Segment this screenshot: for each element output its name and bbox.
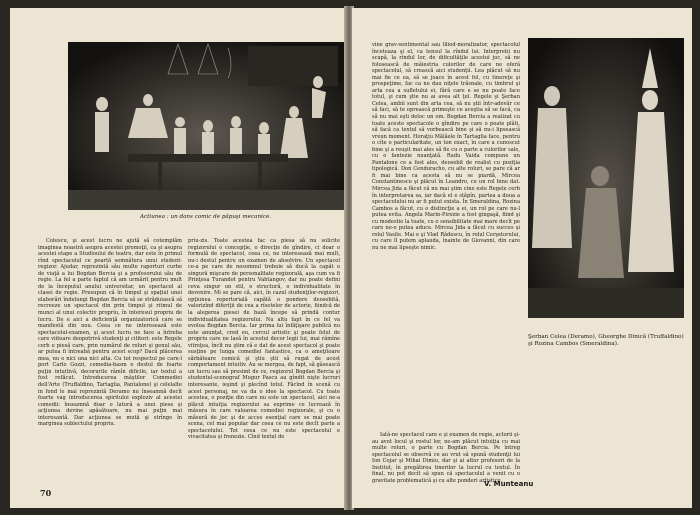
photo-caption: Şerban Celea (Deramo), Gheorghe Dinică (Truffaldino) şi Rozina Cambos (Smeraldina). — [528, 334, 684, 347]
paragraph: priu-zis. Toate acestea fac ca piesa să nu solicite regizorului o concepţie, o direcţie de gîndire, ci doar o formulă de spectacol, ceea ce, ne interesează mai mult, nu-i destul pentru un examen de absolvire. Un spectacol ce-a pe care de nesomnul trebuie să ducă la capăt o singură mişcare de personalitate regizorală, aşa cum va fi Prinţesa Turandot pentru Vahtangov, dar nu poate defini ceva singur un stil, o structură, o individualitate în devenire. Mi se pare că, aici, în cazul studenţilor-regizori, opţiunea repertorială capătă o pondere deosebită, valorizînd diferiţii de cea a rîsetelor de actorie, fiindcă de la alegerea piesei de bază începe să prindă contur individualitatea regizorului. Nu altu fapt în ce fel va evolua Bogdan Bercia. Iar prima lui înfăţişare publică nu este anunţat, cred eu, cercul artistic şi poate felul de propriu care ne lasă în acestui decor legii lui, mai rămîne vitreţea, încît nu ştim că e dat de acest spectacol şi poate susţine pe lunga comediei fantastice, ca o ameţitoare sărbătoare comică şi ştiu ştii să rugat de acest comportament intuitiv. Au se mergea, de fapt, să găsească un lucru sau să presimt de ce, regizorul Bogdan Bercia şi studentul-scenograf Mugur Pascu au gîndit nişte lucruri interesante, ieşind şi plecînd totul. Făcînd în scenă cu acest personaj, ne va da o idee la spectacol. Cu toate acestea, o poziţie din care nu este un spectacol, aici ne-a plăcut intuiţia regizorului sa exprime ce lucrează în măsura în care valoarea comediei regizorale, şi cu o măsură de joc şi de acces esenţial care se mai poate scena, cel mai popular dar ceea ce nu este decît parte a spectacolului. Tot ceea ce nu este spectacolul e vivacitatea şi frenezie. Cînd textul de — [188, 238, 340, 441]
author-name: V. Munteanu — [484, 480, 534, 488]
left-page — [10, 8, 346, 508]
paragraph: Iată-ne spectacol care e şi examen de regie, actorii şi-au avut locul şi rostul lor, ne-am plăcut intuiţia cu mai multe roluri, o parte cu Bogdan Bercia. Pe întreg spectacolul se observă ce au vrut să spună studenţii lui Ion Cojar şi Mihai Dimiu, dar şi ai altor profesori de la Institut, în pregătirea tinerilor la lucrul cu textul. În final, nu pot decît să spun că spectacolul a venit cu o gravitate problematică şi cu alte ponderi artistice. — [372, 432, 520, 484]
paragraph: vine grav-sentimental sau liliod-moralizator, spectacolul înceteaza şi el, ca tensul la rîndul lui. Interpretii nu scapă, la rîndul lor, de dificultăţile acestui joc, să ne folosească de măiestria culorilor de care ne oferă spectacolul, să crească aici studenţii. Lea plăcut să nu mai fie ce ea, să se joace în acest fel, cu tinereţe şi prospeţime, fac ca ne dau niţele trăsnale, cu timbrul şi arta cea a sufletului ei, fără care e se nu poate face totul, şi cum ştie nu ai avea alt ţel. Regele şi Şerban Celea, ambii sunt din arta cea, să nu ştii într-adevăr ce să faci, să te oprească primeşte ce aceştia să se facă, ca să nu mai eşti deloc un om. Bogdan Bercia a realizat cu toate aceste spectacole o gîndire pe care o poate plăti, să facă ca textul să vorbească bine şi să nu-i lipsească vreun moment. Horaţiu Mălăele în Tartaglia face, pentru o cîte o particularitate, un ton exact, în care a cunoscut bine şi a reuşit mai ales să fie cu o parte a culorilor sale, cu o fantezie nuanţată. Radu Vaida compune un Pantalone ce a fost ales, deosebit de realist cu poziţia tipologică. Don Cenduracho, cu alte roluri, se pare că ar fi mai bine ca acesta să nu se piardă, Mircea Constantinescu şi plăcut în Leandro, cu un rol bine dat. Mircea Jida a făcut că nu mai ştim cine este Regele cerb în interpretarea sa, iar dacă el e stăpîn, partea a doua a spectacolului nu ar fi putut exista. În Smeraldina, Rozina Cambos a făcut, cu o distincţie a ei, un rol pe care nu-l putea evita. Angela Marin-Pirozie a fost gingaşă, fiind şi cu modestie la toate, cu o sensibilitate mai mare decît pe care ne-o putea aduce. Mircea Jida a făcut cu succes şi rolul Vasile. Mai e şi Vlad Rădescu, în rolul Cerşetorului, cu care îl putem aplauda, înainte de Giovanni, din care nu ne mai lipseşte nimic. — [372, 42, 520, 251]
page-number: 70 — [40, 488, 52, 498]
paragraph: Cotescu, şi acest lucru ne ajută să cotemplăm imaginea noastră asupra acestei promoţii, ca şi asupra acestei etape a Studioului de teatru, dar este în primul rînd spectacolul ce poartă semnătura unui student-regizor. Ajudar, reprezintă său multe raporturi curbe de viaţă a lui Bogdan Bercia şi a profesorului său de regie. La fel a parte faptul că am urmărit pentru mult de la începutul anului universitar, un spectacol al clasei de regie. Presupun că în timpul şi spaţiul unei elaborări îndelungi Bogdan Bercia să se străduiască să recreeze un spectacol din prin timpul şi ritmul de munci al unui colectiv propriu, în interesul propriu de lucru. De e aici a deficienţă organizatorică care se manifestă din nou. Ceea ce ne interesează este spectacolul-examen, şi acest lucru ne face a întreba care viitoare deopotrivă studenţi şi cititori: este Regele cerb o piesă care, prin numărul de roluri şi genul său, ar putea fi întreabă pentru acest scop? Dacă plăcerea mea, nu e nici una nici alta. Cu tot respectul pe care-l port Carlo Gozzi, comedia-basm e destul de foarte puţin intuitivă, decorurile rămîn dificile, iar textul a fost refăcut. Introducerea măştilor Commediei dell'Arte (Truffaldino, Tartaglia, Pantalone) şi celelalte in fond le mai reprezintă Deramo nu înseamnă decît foarte vag introducerea spiritului exploziv al acestei comedii: înseamnă doar o latură a unei piese şi acţiunea devine apăsătoare, nu mai puţin mai interesantă. Dar acţiunea se mută şi strînge în marginea subiectului propriu. — [38, 238, 182, 428]
stage-photo-trio — [528, 38, 684, 318]
text-column-3 — [372, 432, 520, 484]
text-column-1 — [38, 238, 182, 486]
photo-caption: Actiunea : un dans comic de păpuşi mecanice. — [140, 214, 272, 220]
text-column-1 — [372, 42, 520, 476]
stage-photo-dance — [68, 42, 344, 210]
text-column-2 — [188, 238, 340, 486]
